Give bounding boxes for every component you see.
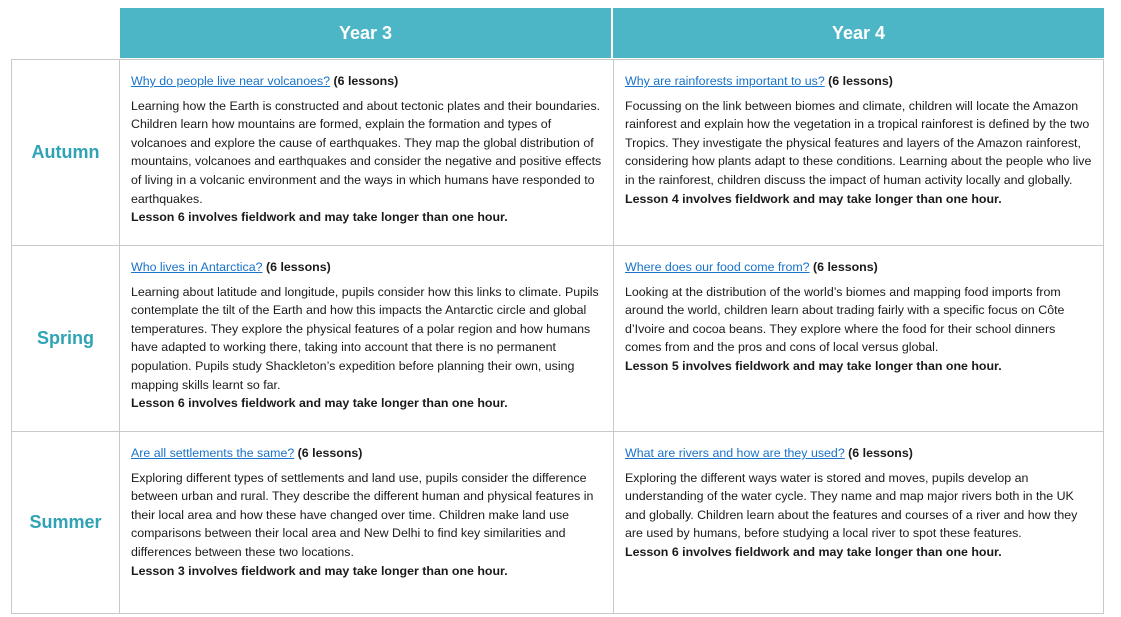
unit-cell-year-4 [614,246,1103,431]
unit-cell-year-3 [120,60,614,245]
season-label: Summer [12,432,120,613]
lesson-count: (6 lessons) [844,446,913,460]
unit-title-link[interactable]: Where does our food come from? [625,260,810,274]
fieldwork-note: Lesson 4 involves fieldwork and may take longer than one hour. [625,191,1002,206]
table-row-summer [12,432,1103,613]
unit-description: Focussing on the link between biomes and climate, children will locate the Amazon rainforest and explain how the vegetation in a tropical rainforest is defined by the two Tropics. They investigate the physical features and layers of the Amazon rainforest, considering how plants adapt to these conditions. Learning about the people who live in the rainforest, children discuss the impact of human activity locally and globally. [625,98,1092,187]
unit-description: Exploring different types of settlements and land use, pupils consider the difference between urban and rural. They describe the different human and physical features in their local area and how these have changed over time. Children make land use comparisons between their local area and New Delhi to find key similarities and differences between these two locations. [131,470,594,559]
fieldwork-note: Lesson 6 involves fieldwork and may take longer than one hour. [625,544,1002,559]
fieldwork-note: Lesson 5 involves fieldwork and may take longer than one hour. [625,358,1002,373]
unit-description: Exploring the different ways water is stored and moves, pupils develop an understanding of the water cycle. They name and map major rivers both in the UK and globally. Children learn about the features and courses of a river and how they are used by humans, before studying a local river to spot these features. [625,470,1078,541]
unit-description: Learning how the Earth is constructed and about tectonic plates and their boundaries. Children learn how mountains are formed, explain the formation and types of volcanoes and explore the cause of earthquakes. They map the global distribution of mountains, volcanoes and earthquakes and consider the negative and positive effects of living in a volcanic environment and the ways in which humans have responded to earthquakes. [131,98,602,206]
lesson-count: (6 lessons) [262,260,331,274]
unit-title-link[interactable]: What are rivers and how are they used? [625,446,845,460]
table-row-spring [12,246,1103,432]
header-year-3: Year 3 [120,8,611,58]
unit-title-link[interactable]: Why do people live near volcanoes? [131,74,331,88]
lesson-count: (6 lessons) [294,446,363,460]
table-row-autumn [12,60,1103,246]
lesson-count: (6 lessons) [824,74,893,88]
unit-cell-year-4 [614,60,1103,245]
unit-title [131,444,603,463]
unit-title-link[interactable]: Why are rainforests important to us? [625,74,825,88]
unit-title [625,72,1093,91]
header-year-4: Year 4 [613,8,1104,58]
unit-title-link[interactable]: Who lives in Antarctica? [131,260,263,274]
lesson-count: (6 lessons) [330,74,399,88]
unit-cell-year-3 [120,246,614,431]
unit-title [625,444,1093,463]
unit-title-link[interactable]: Are all settlements the same? [131,446,295,460]
unit-cell-year-3 [120,432,614,613]
season-label: Autumn [12,60,120,245]
fieldwork-note: Lesson 6 involves fieldwork and may take longer than one hour. [131,396,508,411]
unit-title [625,258,1093,277]
unit-description: Learning about latitude and longitude, pupils consider how this links to climate. Pupils contemplate the tilt of the Earth and how this impacts the Antarctic circle and global temperatures. They explore the physical features of a polar region and how humans have adapted to working there, taking into account that there is no permanent population. Pupils study Shackleton’s expedition before planning their own, using mapping skills learnt so far. [131,284,599,392]
season-label: Spring [12,246,120,431]
unit-title [131,258,603,277]
curriculum-table [11,59,1104,614]
unit-cell-year-4 [614,432,1103,613]
lesson-count: (6 lessons) [809,260,878,274]
fieldwork-note: Lesson 6 involves fieldwork and may take longer than one hour. [131,210,508,225]
unit-description: Looking at the distribution of the world’s biomes and mapping food imports from around the world, children learn about trading fairly with a specific focus on Côte d’Ivoire and cocoa beans. They explore where the food for their school dinners comes from and the pros and cons of local versus global. [625,284,1065,355]
fieldwork-note: Lesson 3 involves fieldwork and may take longer than one hour. [131,563,508,578]
unit-title [131,72,603,91]
